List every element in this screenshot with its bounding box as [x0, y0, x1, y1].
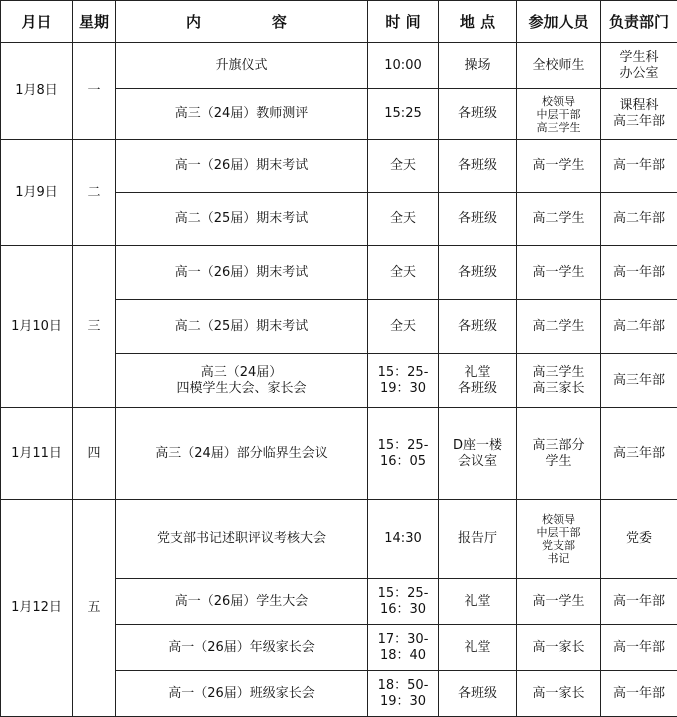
department-cell: 课程科 高三年部: [601, 89, 677, 140]
place-cell: 操场: [439, 43, 517, 89]
department-cell: 高二年部: [601, 193, 677, 246]
time-cell: 全天: [368, 246, 439, 300]
content-cell: 党支部书记述职评议考核大会: [116, 500, 368, 579]
place-cell: 各班级: [439, 193, 517, 246]
content-cell: 高三（24届）教师测评: [116, 89, 368, 140]
weekday-cell: 四: [73, 408, 116, 500]
time-cell: 15：25- 16：05: [368, 408, 439, 500]
content-cell: 高一（26届）期末考试: [116, 246, 368, 300]
place-cell: 各班级: [439, 246, 517, 300]
participants-cell: 校领导 中层干部 党支部 书记: [517, 500, 601, 579]
time-cell: 全天: [368, 300, 439, 354]
time-cell: 全天: [368, 193, 439, 246]
content-cell: 高一（26届）期末考试: [116, 140, 368, 193]
place-cell: 礼堂: [439, 625, 517, 671]
time-cell: 10:00: [368, 43, 439, 89]
date-cell: 1月8日: [1, 43, 73, 140]
participants-cell: 全校师生: [517, 43, 601, 89]
time-cell: 15:25: [368, 89, 439, 140]
header-time: 时 间: [368, 1, 439, 43]
header-department: 负责部门: [601, 1, 677, 43]
place-cell: 各班级: [439, 140, 517, 193]
content-cell: 高二（25届）期末考试: [116, 193, 368, 246]
content-cell: 升旗仪式: [116, 43, 368, 89]
place-cell: 礼堂: [439, 579, 517, 625]
content-cell: 高一（26届）年级家长会: [116, 625, 368, 671]
weekday-cell: 五: [73, 500, 116, 717]
content-cell: 高三（24届） 四模学生大会、家长会: [116, 354, 368, 408]
header-weekday: 星期: [73, 1, 116, 43]
place-cell: 各班级: [439, 300, 517, 354]
content-cell: 高二（25届）期末考试: [116, 300, 368, 354]
content-cell: 高一（26届）班级家长会: [116, 671, 368, 717]
time-cell: 14:30: [368, 500, 439, 579]
participants-cell: 高一家长: [517, 671, 601, 717]
header-row: [1, 1, 677, 43]
department-cell: 高一年部: [601, 671, 677, 717]
place-cell: 各班级: [439, 671, 517, 717]
header-place: 地 点: [439, 1, 517, 43]
department-cell: 高二年部: [601, 300, 677, 354]
date-cell: 1月12日: [1, 500, 73, 717]
table-row: [1, 500, 677, 579]
place-cell: D座一楼 会议室: [439, 408, 517, 500]
content-cell: 高一（26届）学生大会: [116, 579, 368, 625]
participants-cell: 高一学生: [517, 246, 601, 300]
participants-cell: 高二学生: [517, 300, 601, 354]
department-cell: 高一年部: [601, 625, 677, 671]
date-cell: 1月10日: [1, 246, 73, 408]
weekday-cell: 一: [73, 43, 116, 140]
department-cell: 高三年部: [601, 354, 677, 408]
content-cell: 高三（24届）部分临界生会议: [116, 408, 368, 500]
department-cell: 高一年部: [601, 579, 677, 625]
time-cell: 全天: [368, 140, 439, 193]
place-cell: 报告厅: [439, 500, 517, 579]
participants-cell: 高三部分 学生: [517, 408, 601, 500]
time-cell: 17：30- 18：40: [368, 625, 439, 671]
weekday-cell: 三: [73, 246, 116, 408]
participants-cell: 高三学生 高三家长: [517, 354, 601, 408]
header-content: 内 容: [116, 1, 368, 43]
department-cell: 学生科 办公室: [601, 43, 677, 89]
department-cell: 高一年部: [601, 246, 677, 300]
table-row: [1, 43, 677, 89]
place-cell: 礼堂 各班级: [439, 354, 517, 408]
department-cell: 高三年部: [601, 408, 677, 500]
department-cell: 党委: [601, 500, 677, 579]
header-participants: 参加人员: [517, 1, 601, 43]
table-row: [1, 140, 677, 193]
table-row: [1, 408, 677, 500]
date-cell: 1月9日: [1, 140, 73, 246]
time-cell: 15：25- 16：30: [368, 579, 439, 625]
participants-cell: 校领导 中层干部 高三学生: [517, 89, 601, 140]
participants-cell: 高二学生: [517, 193, 601, 246]
time-cell: 18：50- 19：30: [368, 671, 439, 717]
weekday-cell: 二: [73, 140, 116, 246]
table-row: [1, 246, 677, 300]
department-cell: 高一年部: [601, 140, 677, 193]
date-cell: 1月11日: [1, 408, 73, 500]
participants-cell: 高一学生: [517, 140, 601, 193]
header-date: 月日: [1, 1, 73, 43]
participants-cell: 高一家长: [517, 625, 601, 671]
participants-cell: 高一学生: [517, 579, 601, 625]
time-cell: 15：25- 19：30: [368, 354, 439, 408]
place-cell: 各班级: [439, 89, 517, 140]
